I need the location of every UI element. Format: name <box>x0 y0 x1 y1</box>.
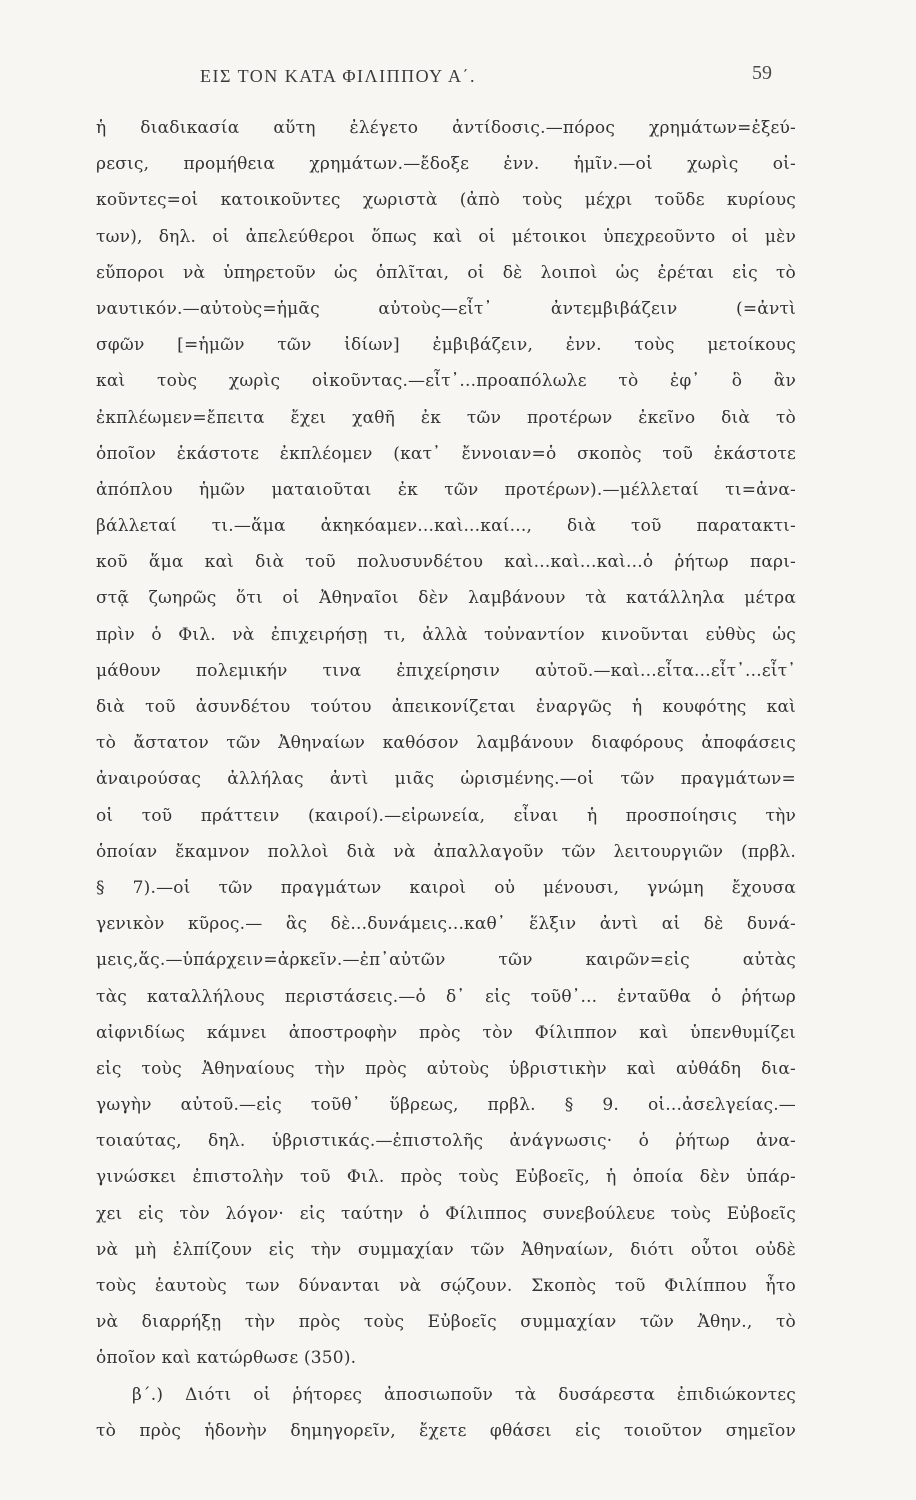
text-line: ναυτικόν.—αὐτοὺς=ἡμᾶς αὐτοὺς—εἶτ᾿ ἀντεμβιβάζειν (=ἀντὶ <box>96 298 796 319</box>
text-line: νὰ διαρρήξῃ τὴν πρὸς τοὺς Εὐβοεῖς συμμαχίαν τῶν Ἀθην., τὸ <box>96 1312 796 1333</box>
text-line: ἀναιρούσας ἀλλήλας ἀντὶ μιᾶς ὡρισμένης.—οἱ τῶν πραγμάτων= <box>96 769 796 790</box>
text-line: στᾷ ζωηρῶς ὅτι οἱ Ἀθηναῖοι δὲν λαμβάνουν τὰ κατάλληλα μέτρα <box>96 588 796 609</box>
commentary-text <box>96 110 796 1449</box>
text-line: κοῦντες=οἱ κατοικοῦντες χωριστὰ (ἀπὸ τοὺς μέχρι τοῦδε κυρίους <box>96 190 796 211</box>
text-line: § 7).—οἱ τῶν πραγμάτων καιροὶ οὐ μένουσι, γνώμη ἔχουσα <box>96 877 796 898</box>
text-line: ὁποῖον ἑκάστοτε ἐκπλέομεν (κατ᾿ ἔννοιαν=ὁ σκοπὸς τοῦ ἑκάστοτε <box>96 443 796 464</box>
text-line: νὰ μὴ ἐλπίζουν εἰς τὴν συμμαχίαν τῶν Ἀθηναίων, διότι οὗτοι οὐδὲ <box>96 1239 796 1260</box>
text-line: διὰ τοῦ ἀσυνδέτου τούτου ἀπεικονίζεται ἐναργῶς ἡ κουφότης καὶ <box>96 697 796 717</box>
text-line: γενικὸν κῦρος.— ἃς δὲ...δυνάμεις...καθ᾿ ἕλξιν ἀντὶ αἱ δὲ δυνά- <box>96 914 796 935</box>
page-number: 59 <box>752 62 772 84</box>
running-title: ΕΙΣ ΤΟΝ ΚΑΤΑ ΦΙΛΙΠΠΟΥ Α΄. <box>200 66 477 86</box>
text-line-paragraph-start: β΄.) Διότι οἱ ῥήτορες ἀποσιωποῦν τὰ δυσάρεστα ἐπιδιώκοντες <box>132 1384 796 1405</box>
text-line: κοῦ ἅμα καὶ διὰ τοῦ πολυσυνδέτου καὶ...καὶ...καὶ...ὁ ῥήτωρ παρι- <box>96 552 796 573</box>
text-line: ἐκπλέωμεν=ἔπειτα ἔχει χαθῆ ἐκ τῶν προτέρων ἐκεῖνο διὰ τὸ <box>96 407 796 428</box>
text-line: τὸ πρὸς ἡδονὴν δημηγορεῖν, ἔχετε φθάσει εἰς τοιοῦτον σημεῖον <box>96 1420 796 1441</box>
text-line: ὁποίαν ἔκαμνον πολλοὶ διὰ νὰ ἀπαλλαγοῦν τῶν λειτουργιῶν (πρβλ. <box>96 841 796 862</box>
text-line: γωγὴν αὐτοῦ.—εἰς τοῦθ᾿ ὕβρεως, πρβλ. § 9. οἱ...ἀσελγείας.— <box>96 1095 796 1116</box>
text-line: τὸ ἄστατον τῶν Ἀθηναίων καθόσον λαμβάνουν διαφόρους ἀποφάσεις <box>96 733 796 754</box>
running-header <box>0 62 916 92</box>
text-line: ἀπόπλου ἡμῶν ματαιοῦται ἐκ τῶν προτέρων).—μέλλεταί τι=ἀνα- <box>96 479 796 500</box>
text-line: γινώσκει ἐπιστολὴν τοῦ Φιλ. πρὸς τοὺς Εὐβοεῖς, ἡ ὁποία δὲν ὑπάρ- <box>96 1167 796 1188</box>
text-line: τοιαύτας, δηλ. ὑβριστικάς.—ἐπιστολῆς ἀνάγνωσις· ὁ ῥήτωρ ἀνα- <box>96 1131 796 1152</box>
text-line: χει εἰς τὸν λόγον· εἰς ταύτην ὁ Φίλιππος συνεβούλευε τοὺς Εὐβοεῖς <box>96 1203 796 1224</box>
text-line: τὰς καταλλήλους περιστάσεις.—ὁ δ᾿ εἰς τοῦθ᾿... ἐνταῦθα ὁ ῥήτωρ <box>96 986 796 1007</box>
text-line: αἰφνιδίως κάμνει ἀποστροφὴν πρὸς τὸν Φίλιππον καὶ ὑπενθυμίζει <box>96 1022 796 1043</box>
text-line: μεις,ἅς.—ὑπάρχειν=ἀρκεῖν.—ἐπ᾿αὐτῶν τῶν καιρῶν=εἰς αὐτὰς <box>96 950 796 971</box>
text-line: εἰς τοὺς Ἀθηναίους τὴν πρὸς αὐτοὺς ὑβριστικὴν καὶ αὐθάδη δια- <box>96 1058 796 1079</box>
text-line-paragraph-end: ὁποῖον καὶ κατώρθωσε (350). <box>96 1348 357 1369</box>
text-line: εὔποροι νὰ ὑπηρετοῦν ὡς ὁπλῖται, οἱ δὲ λοιποὶ ὡς ἐρέται εἰς τὸ <box>96 262 796 283</box>
text-line: ἡ διαδικασία αὕτη ἐλέγετο ἀντίδοσις.—πόρος χρημάτων=ἐξεύ- <box>96 118 796 138</box>
text-line: σφῶν [=ἡμῶν τῶν ἰδίων] ἐμβιβάζειν, ἐνν. τοὺς μετοίκους <box>96 335 796 356</box>
text-line: των), δηλ. οἱ ἀπελεύθεροι ὅπως καὶ οἱ μέτοικοι ὑπεχρεοῦντο οἱ μὲν <box>96 226 796 247</box>
text-line: ρεσις, προμήθεια χρημάτων.—ἔδοξε ἐνν. ἡμῖν.—οἱ χωρὶς οἰ- <box>96 154 796 175</box>
text-line: πρὶν ὁ Φιλ. νὰ ἐπιχειρήσῃ τι, ἀλλὰ τοὐναντίον κινοῦνται εὐθὺς ὡς <box>96 624 796 645</box>
text-line: μάθουν πολεμικήν τινα ἐπιχείρησιν αὐτοῦ.—καὶ...εἶτα...εἶτ᾿...εἶτ᾿ <box>96 660 796 681</box>
text-line: οἱ τοῦ πράττειν (καιροί).—εἰρωνεία, εἶναι ἡ προσποίησις τὴν <box>96 805 796 826</box>
text-line: βάλλεταί τι.—ἅμα ἀκηκόαμεν...καὶ...καί..., διὰ τοῦ παρατακτι- <box>96 516 796 537</box>
text-line: τοὺς ἑαυτοὺς των δύνανται νὰ σῴζουν. Σκοπὸς τοῦ Φιλίππου ἦτο <box>96 1276 796 1296</box>
text-line: καὶ τοὺς χωρὶς οἰκοῦντας.—εἶτ᾿...προαπόλωλε τὸ ἐφ᾿ ὃ ἂν <box>96 371 796 392</box>
